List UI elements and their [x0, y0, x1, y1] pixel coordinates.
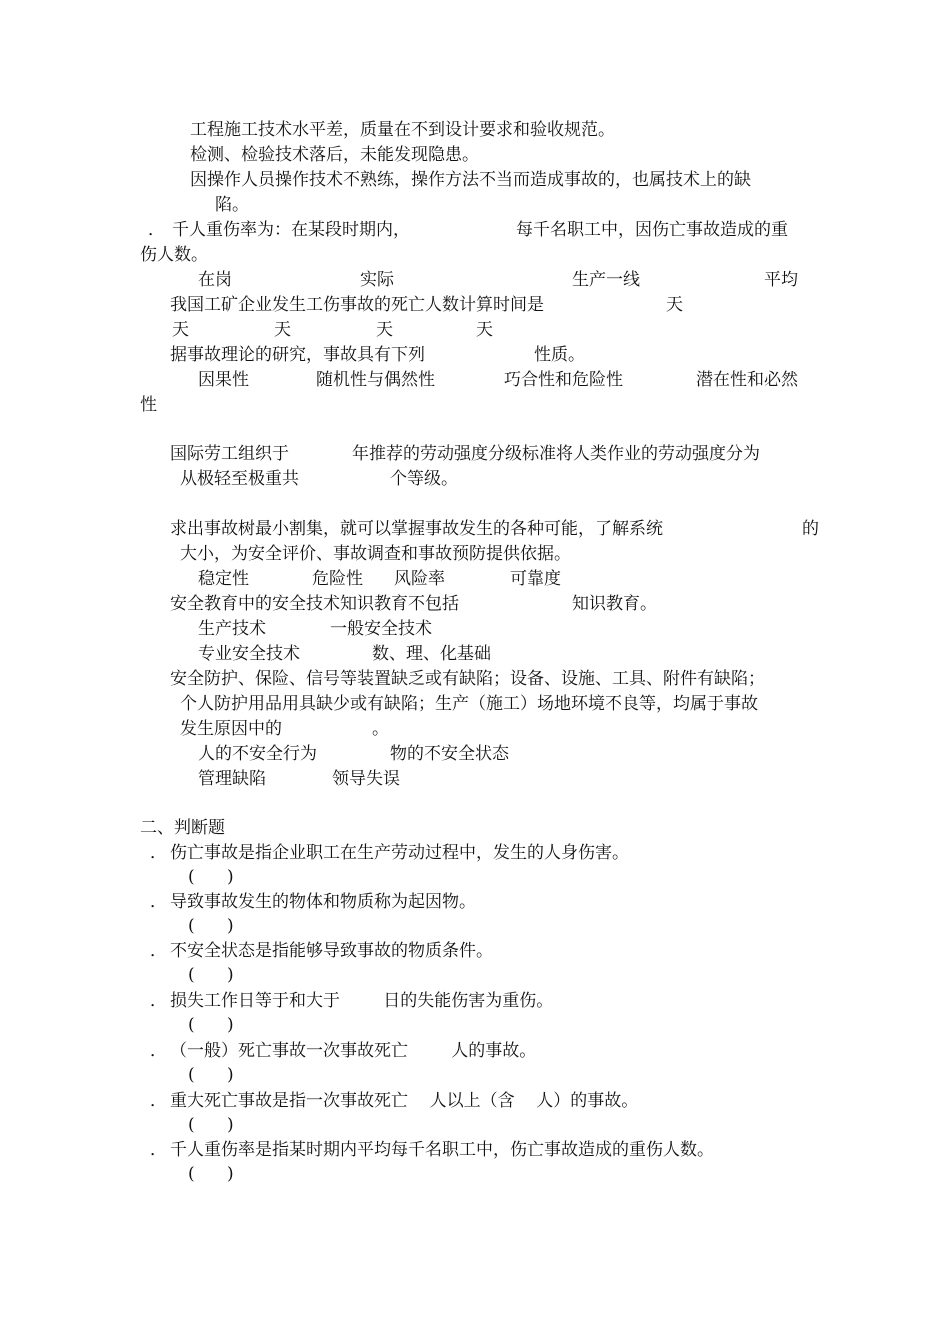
question-stem: 求出事故树最小割集，就可以掌握事故发生的各种可能，了解系统 [170, 519, 663, 539]
judgment-item: 千人重伤率是指某时期内平均每千名职工中，伤亡事故造成的重伤人数。 [170, 1140, 714, 1160]
judgment-item: 重大死亡事故是指一次事故死亡 人以上（含 人）的事故。 [170, 1091, 639, 1111]
item-number: ． [150, 892, 167, 912]
option-item: 随机性与偶然性 [316, 370, 435, 390]
judgment-item: 伤亡事故是指企业职工在生产劳动过程中，发生的人身伤害。 [170, 843, 629, 863]
question-stem: 。 [372, 719, 389, 739]
judgment-item: 损失工作日等于和大于 日的失能伤害为重伤。 [170, 991, 554, 1011]
question-stem: 伤人数。 [140, 245, 208, 265]
item-number: ． [150, 941, 167, 961]
option-item: 天 [172, 320, 189, 340]
question-stem: 个等级。 [390, 469, 458, 489]
answer-bracket: ( ) [188, 916, 234, 936]
question-stem: 性质。 [534, 345, 585, 365]
item-number: ． [150, 1091, 167, 1111]
option-item: 一般安全技术 [330, 619, 432, 639]
option-item: 实际 [360, 270, 394, 290]
question-stem: 的 [802, 519, 819, 539]
item-number: ． [150, 843, 167, 863]
option-item: 专业安全技术 [198, 644, 300, 664]
question-stem: 我国工矿企业发生工伤事故的死亡人数计算时间是 [170, 295, 544, 315]
option-item: 物的不安全状态 [390, 744, 509, 764]
answer-bracket: ( ) [188, 1065, 234, 1085]
judgment-item: （一般）死亡事故一次事故死亡 人的事故。 [170, 1041, 537, 1061]
option-item: 天 [376, 320, 393, 340]
answer-bracket: ( ) [188, 1115, 234, 1135]
option-line: 因操作人员操作技术不熟练，操作方法不当而造成事故的，也属技术上的缺 [190, 170, 751, 190]
question-stem: 安全教育中的安全技术知识教育不包括 [170, 594, 459, 614]
question-stem: 个人防护用品用具缺少或有缺陷；生产（施工）场地环境不良等，均属于事故 [180, 694, 758, 714]
question-stem: 年推荐的劳动强度分级标准将人类作业的劳动强度分为 [352, 444, 760, 464]
question-stem: 大小，为安全评价、事故调查和事故预防提供依据。 [180, 544, 571, 564]
question-stem: 据事故理论的研究，事故具有下列 [170, 345, 425, 365]
item-number: ． [150, 991, 167, 1011]
answer-bracket: ( ) [188, 1164, 234, 1184]
section-title: 二、判断题 [140, 818, 225, 838]
option-item: 生产一线 [572, 270, 640, 290]
question-number: ． [148, 220, 165, 240]
question-stem: 国际劳工组织于 [170, 444, 289, 464]
option-item: 性 [140, 395, 157, 415]
item-number: ． [150, 1041, 167, 1061]
question-stem: 从极轻至极重共 [180, 469, 299, 489]
question-stem: 天 [666, 295, 683, 315]
option-item: 潜在性和必然 [696, 370, 798, 390]
question-stem: 每千名职工中，因伤亡事故造成的重 [516, 220, 788, 240]
option-item: 人的不安全行为 [198, 744, 317, 764]
option-item: 数、理、化基础 [372, 644, 491, 664]
option-item: 在岗 [198, 270, 232, 290]
option-line: 工程施工技术水平差，质量在不到设计要求和验收规范。 [190, 120, 615, 140]
answer-bracket: ( ) [188, 965, 234, 985]
question-stem: 发生原因中的 [180, 719, 282, 739]
option-item: 稳定性 [198, 569, 249, 589]
option-item: 平均 [764, 270, 798, 290]
question-stem: 知识教育。 [572, 594, 657, 614]
judgment-item: 不安全状态是指能够导致事故的物质条件。 [170, 941, 493, 961]
option-item: 因果性 [198, 370, 249, 390]
judgment-item: 导致事故发生的物体和物质称为起因物。 [170, 892, 476, 912]
option-item: 天 [274, 320, 291, 340]
question-stem: 千人重伤率为：在某段时期内， [172, 220, 410, 240]
option-line: 陷。 [215, 195, 249, 215]
answer-bracket: ( ) [188, 1015, 234, 1035]
option-line: 检测、检验技术落后，未能发现隐患。 [190, 145, 479, 165]
option-item: 可靠度 [510, 569, 561, 589]
answer-bracket: ( ) [188, 867, 234, 887]
option-item: 危险性 [312, 569, 363, 589]
option-item: 巧合性和危险性 [504, 370, 623, 390]
option-item: 管理缺陷 [198, 769, 266, 789]
question-stem: 安全防护、保险、信号等装置缺乏或有缺陷；设备、设施、工具、附件有缺陷； [170, 669, 765, 689]
option-item: 天 [476, 320, 493, 340]
item-number: ． [150, 1140, 167, 1160]
option-item: 风险率 [394, 569, 445, 589]
option-item: 领导失误 [332, 769, 400, 789]
option-item: 生产技术 [198, 619, 266, 639]
